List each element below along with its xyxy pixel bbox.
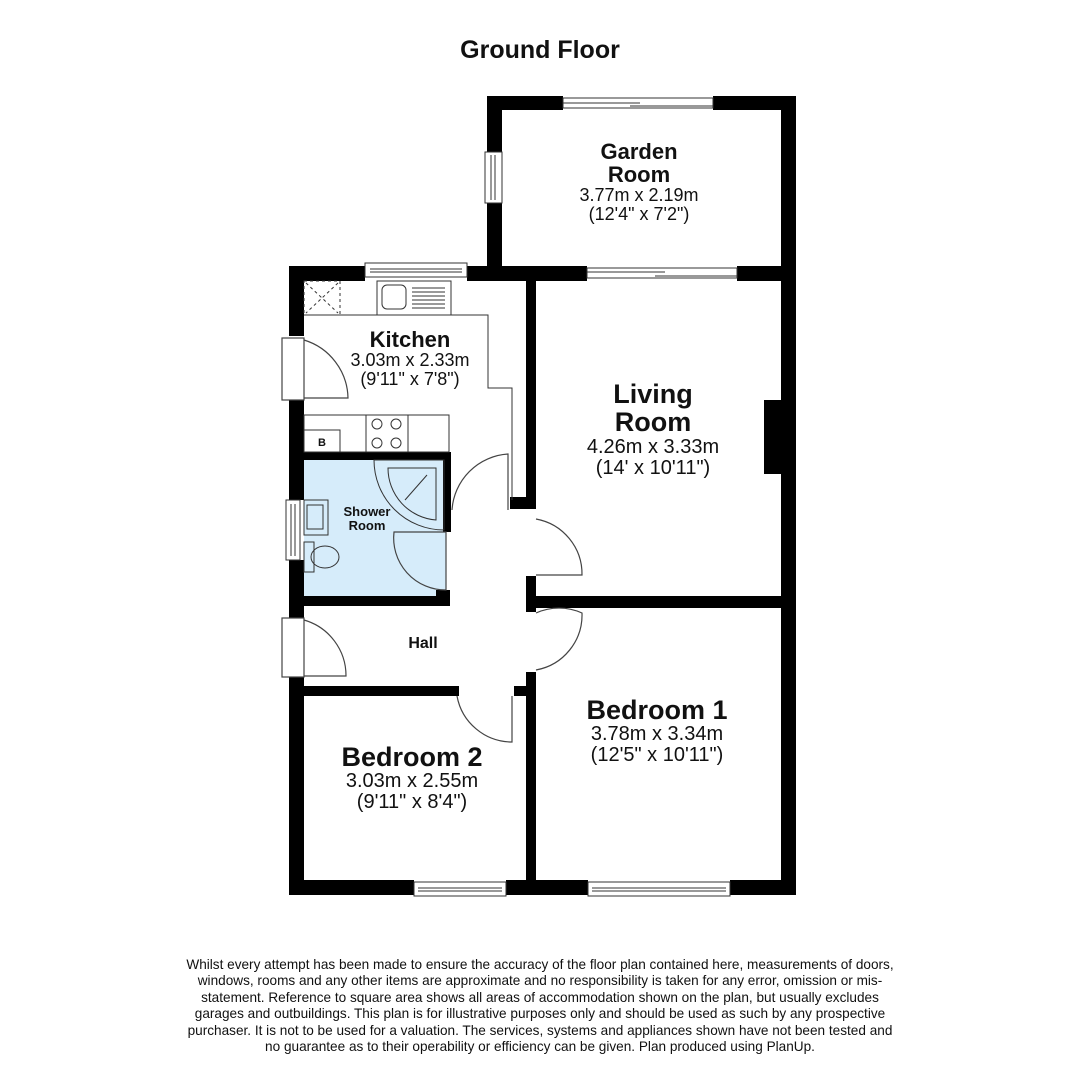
room-name: Garden [600,139,678,164]
floor-title: Ground Floor [460,36,620,64]
room-name: Room [614,407,692,438]
room-dimensions-metric: 4.26m x 3.33m [586,435,720,458]
room-name: Kitchen [369,327,451,352]
room-label-garden-room [579,140,698,224]
room-name: Shower [343,504,391,519]
room-dimensions-metric: 3.78m x 3.34m [590,723,724,746]
room-dimensions-imperial: (9'11" x 7'8") [360,368,460,389]
room-label-living-room [587,380,719,479]
room-name: Bedroom 2 [341,742,483,772]
room-name: Hall [408,635,438,652]
room-name: Living [613,379,693,409]
room-name: Bedroom 1 [586,695,728,725]
room-label-bedroom-1 [586,696,727,766]
room-name: Room [348,517,386,533]
room-dimensions-metric: 3.03m x 2.55m [345,770,479,793]
room-label-hall [408,636,437,653]
room-dimensions-metric: 3.77m x 2.19m [579,185,699,206]
room-dimensions-imperial: (12'5" x 10'11") [590,744,724,767]
disclaimer-text: Whilst every attempt has been made to ensure the accuracy of the floor plan contained here, measurements of doors, windows, rooms and any other items are approximate and no responsibility is taken for any error, omission or mis-statement. Reference to square area shows all areas of accommodation shown on the plan, but usually excludes garages and outbuildings. This plan is for illustrative purposes only and should be used as such by any prospective purchaser. It is not to be used for a valuation. The services, systems and appliances shown have not been tested and no guarantee as to their operability or efficiency can be given. Plan produced using PlanUp. [186,957,894,1055]
room-dimensions-metric: 3.03m x 2.33m [350,350,470,371]
boiler-label: B [318,437,326,449]
room-dimensions-imperial: (14' x 10'11") [595,456,711,479]
room-label-shower-room [344,505,391,532]
room-label-kitchen [350,328,469,389]
room-dimensions-imperial: (12'4" x 7'2") [588,204,690,225]
room-name: Room [607,162,671,188]
room-dimensions-imperial: (9'11" x 8'4") [356,791,468,814]
room-label-bedroom-2 [341,743,482,813]
